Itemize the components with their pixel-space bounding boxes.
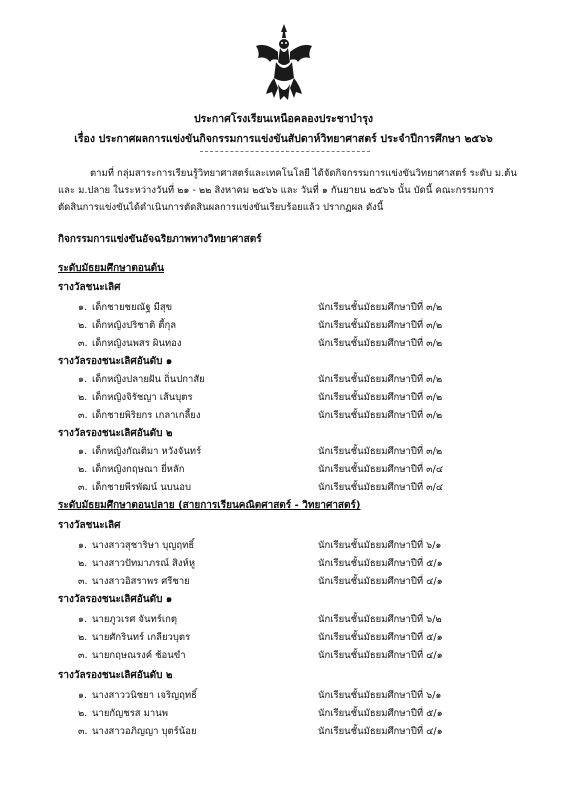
award-title: รางวัลรองชนะเลิศอันดับ ๒ <box>58 670 173 681</box>
award-title: รางวัลรองชนะเลิศอันดับ ๒ <box>58 428 173 439</box>
activity-title: กิจกรรมการแข่งขันอัจฉริยภาพทางวิทยาศาสตร์ <box>58 234 262 245</box>
intro-line-2: และ ม.ปลาย ในระหว่างวันที่ ๒๑ - ๒๒ สิงหาคม ๒๕๖๖ และ วันที่ ๑ กันยายน ๒๕๖๖ นั้น บัดนี้ คณะกรรมการ <box>58 185 495 196</box>
divider <box>200 151 370 152</box>
intro-line-3: ตัดสินการแข่งขันได้ดำเนินการตัดสินผลการแข่งขันเรียบร้อยแล้ว ปรากฏผล ดังนี้ <box>58 202 384 213</box>
level-title-upper: ระดับมัธยมศึกษาตอนปลาย (สายการเรียนคณิตศาสตร์ - วิทยาศาสตร์) <box>58 500 361 511</box>
award-title: รางวัลชนะเลิศ <box>58 520 121 531</box>
award-title: รางวัลรองชนะเลิศอันดับ ๑ <box>58 594 173 605</box>
award-title: รางวัลรองชนะเลิศอันดับ ๑ <box>58 356 173 367</box>
intro-line-1: ตามที่ กลุ่มสาระการเรียนรู้วิทยาศาสตร์และเทคโนโลยี ได้จัดกิจกรรมการแข่งขันวิทยาศาสตร์ ระดับ ม.ต้น <box>90 168 517 179</box>
garuda-emblem <box>252 22 316 104</box>
announcement-title: ประกาศโรงเรียนเหนือคลองประชาบำรุง <box>193 113 373 125</box>
award-title: รางวัลชนะเลิศ <box>58 282 121 293</box>
announcement-subject: เรื่อง ประกาศผลการแข่งขันกิจกรรมการแข่งขันสัปดาห์วิทยาศาสตร์ ประจำปีการศึกษา ๒๕๖๖ <box>74 133 493 145</box>
level-title-lower: ระดับมัธยมศึกษาตอนต้น <box>58 263 165 274</box>
